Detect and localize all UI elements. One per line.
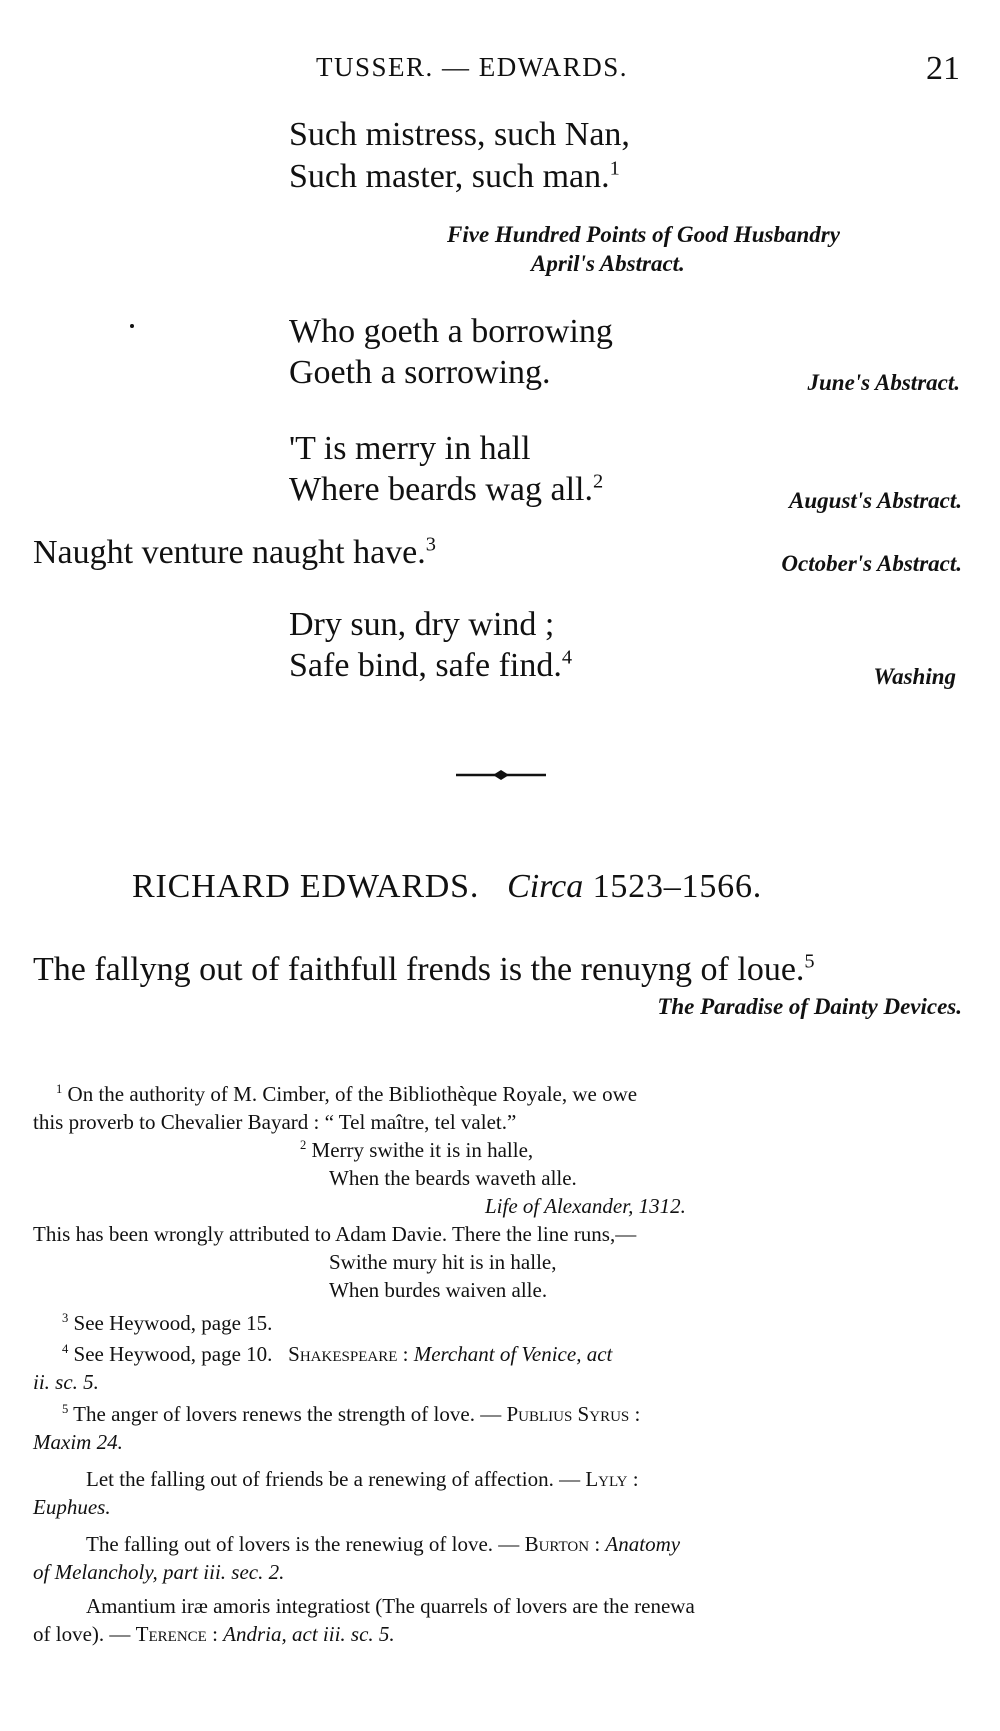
footnote-text: See Heywood, page 15. <box>73 1311 273 1335</box>
footnote-number: 2 <box>300 1138 307 1152</box>
verse-line <box>33 532 436 573</box>
verse-line <box>289 469 603 510</box>
page-number: 21 <box>926 50 960 87</box>
footnote-line: this proverb to Chevalier Bayard : “ Tel maître, tel valet.” <box>33 1110 517 1134</box>
citation: June's Abstract. <box>807 370 960 395</box>
citation: October's Abstract. <box>781 551 962 576</box>
footnote-citation: Life of Alexander, 1312. <box>485 1194 686 1218</box>
footnote-work: Euphues. <box>33 1495 111 1519</box>
circa-label: Circa <box>507 868 584 905</box>
footnote-line: $^4$ See Heywood, page 10. Shakespeare : Merchant of Venice, act <box>62 1342 613 1366</box>
verse-text: Such master, such man. <box>289 158 610 195</box>
footnote-work: ii. sc. 5. <box>33 1370 99 1394</box>
footnote-line: When burdes waiven alle. <box>329 1278 548 1302</box>
footnote-work: of Melancholy, part iii. sec. 2. <box>33 1560 285 1584</box>
footnote-text: of love). — <box>33 1622 131 1646</box>
citation: August's Abstract. <box>789 488 962 513</box>
footnote-work: Andria, act iii. sc. 5. <box>223 1622 395 1646</box>
citation: Washing <box>873 664 956 689</box>
footnote-author: Shakespeare <box>288 1342 398 1366</box>
footnote-work: Maxim 24. <box>33 1430 123 1454</box>
verse-line <box>289 645 572 686</box>
verse-text: Where beards wag all. <box>289 471 593 508</box>
footnote-number: 5 <box>62 1402 69 1416</box>
footnote-text: Merry swithe it is in halle, <box>311 1138 534 1162</box>
footnote-text: Let the falling out of friends be a renewing of affection. — <box>86 1467 581 1491</box>
verse-line: Such mistress, such Nan, <box>289 116 630 153</box>
separator-ornament <box>456 770 546 780</box>
footnote-line <box>300 1136 533 1164</box>
running-header: TUSSER. — EDWARDS. <box>316 52 629 82</box>
footnote-ref: 4 <box>561 646 573 669</box>
footnote-number: 3 <box>62 1311 69 1325</box>
section-heading <box>132 868 762 906</box>
footnote-text: On the authority of M. Cimber, of the Bibliothèque Royale, we owe <box>67 1082 638 1106</box>
quote-text: The fallyng out of faithfull frends is the renuyng of loue. <box>33 951 805 988</box>
footnote-author: Terence <box>135 1622 207 1646</box>
footnote-text: The falling out of lovers is the renewiug of love. — <box>86 1532 520 1556</box>
footnote-line: This has been wrongly attributed to Adam Davie. There the line runs,— <box>33 1222 637 1246</box>
verse-line: Goeth a sorrowing. <box>289 354 551 391</box>
verse-text: Naught venture naught have. <box>33 534 426 571</box>
footnote-ref: 3 <box>425 533 436 556</box>
footnote-line: $^5$ The anger of lovers renews the strength of love. — Publius Syrus : <box>62 1402 641 1426</box>
footnote-work: Anatomy <box>605 1532 681 1556</box>
footnote-line: The falling out of lovers is the renewiug of love. — Burton : Anatomy <box>86 1532 681 1556</box>
verse-line: Dry sun, dry wind ; <box>289 606 555 643</box>
footnote-line: Let the falling out of friends be a renewing of affection. — Lyly : <box>86 1467 639 1491</box>
verse-line: Who goeth a borrowing <box>289 313 613 350</box>
author-dates: 1523–1566. <box>592 868 763 905</box>
citation: The Paradise of Dainty Devices. <box>657 994 962 1019</box>
author-name: RICHARD EDWARDS. <box>132 868 480 905</box>
footnote-line: Swithe mury hit is in halle, <box>329 1250 557 1274</box>
footnote-author: Publius Syrus <box>506 1402 630 1426</box>
footnote-line: Amantium iræ amoris integratiost (The quarrels of lovers are the renewa <box>86 1594 695 1618</box>
stray-dot <box>130 324 134 328</box>
footnote-number: 4 <box>62 1342 69 1356</box>
footnote-line: When the beards waveth alle. <box>329 1166 577 1190</box>
verse-text: Safe bind, safe find. <box>289 647 562 684</box>
footnote-ref: 5 <box>804 950 815 973</box>
verse-line: 'T is merry in hall <box>289 430 531 467</box>
footnote-author: Lyly <box>585 1467 628 1491</box>
citation: April's Abstract. <box>531 251 685 276</box>
citation: Five Hundred Points of Good Husbandry <box>447 222 840 247</box>
footnote-work: Merchant of Venice, act <box>413 1342 613 1366</box>
footnote-text: The anger of lovers renews the strength of love. — <box>73 1402 502 1426</box>
footnote-line: of love). — Terence : Andria, act iii. sc. 5. <box>33 1622 395 1646</box>
quote-line <box>33 949 815 990</box>
footnote-line <box>56 1080 637 1108</box>
footnote-text: See Heywood, page 10. <box>73 1342 273 1366</box>
footnote-ref: 2 <box>592 470 604 493</box>
footnote-author: Burton <box>524 1532 590 1556</box>
verse-line <box>289 156 620 197</box>
footnote-line <box>62 1309 272 1337</box>
footnote-number: 1 <box>56 1082 63 1096</box>
footnote-ref: 1 <box>609 157 620 180</box>
